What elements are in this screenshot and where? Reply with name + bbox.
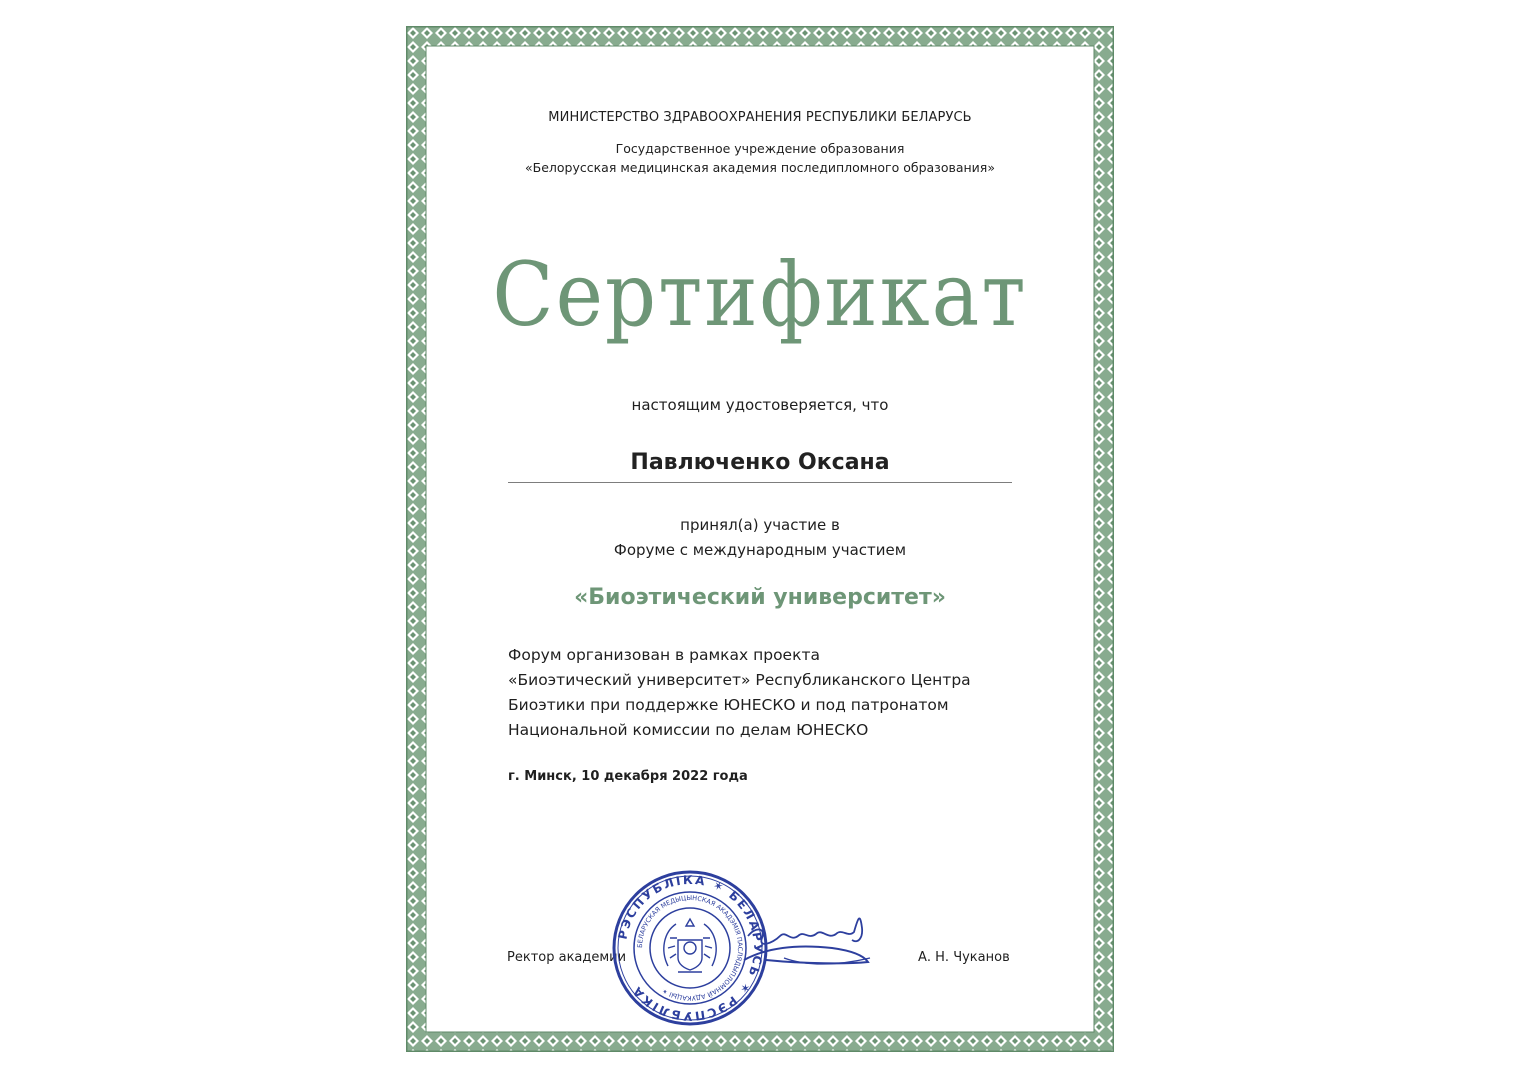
description-line: Форум организован в рамках проекта [508,646,820,664]
ministry-name: МИНИСТЕРСТВО ЗДРАВООХРАНЕНИЯ РЕСПУБЛИКИ БЕЛАРУСЬ [548,110,972,125]
rector-title: Ректор академии [507,950,627,965]
place-date: г. Минск, 10 декабря 2022 года [508,769,748,784]
certificate [406,26,1114,1052]
coat-of-arms-icon [664,919,716,972]
description-line: «Биоэтический университет» Республиканского Центра [508,671,971,689]
description-line: Национальной комиссии по делам ЮНЕСКО [508,721,869,739]
event-name: «Биоэтический университет» [574,585,946,610]
institution-line-2: «Белорусская медицинская академия последипломного образования» [525,160,995,175]
participation-text [406,513,1114,563]
rector-name: А. Н. Чуканов [918,950,1010,965]
participation-line-1: принял(а) участие в [680,516,840,534]
institution-line-1: Государственное учреждение образования [615,141,905,156]
name-underline [508,482,1012,483]
svg-text:БЕЛАРУСКАЯ МЕДЫЦЫНСКАЯ АКАДЭМІ: БЕЛАРУСКАЯ МЕДЫЦЫНСКАЯ АКАДЭМІЯ ПАСЛЯДЫПЛОМНАЙ АДУКАЦЫІ ✶ [635,893,745,1003]
svg-text:РЭСПУБЛІКА ✶ БЕЛАРУСЬ ✶ РЭСПУБ: РЭСПУБЛІКА ✶ БЕЛАРУСЬ ✶ РЭСПУБЛІКА [615,872,766,1024]
certifies-text: настоящим удостоверяется, что [631,396,889,414]
official-stamp [610,868,770,1028]
institution-name [406,139,1114,177]
participation-line-2: Форуме с международным участием [613,541,907,559]
description [508,643,1068,743]
certificate-content [406,26,1114,1052]
recipient-name: Павлюченко Оксана [630,450,890,475]
description-line: Биоэтики при поддержке ЮНЕСКО и под патронатом [508,696,949,714]
certificate-title: Сертификат [492,243,1028,346]
